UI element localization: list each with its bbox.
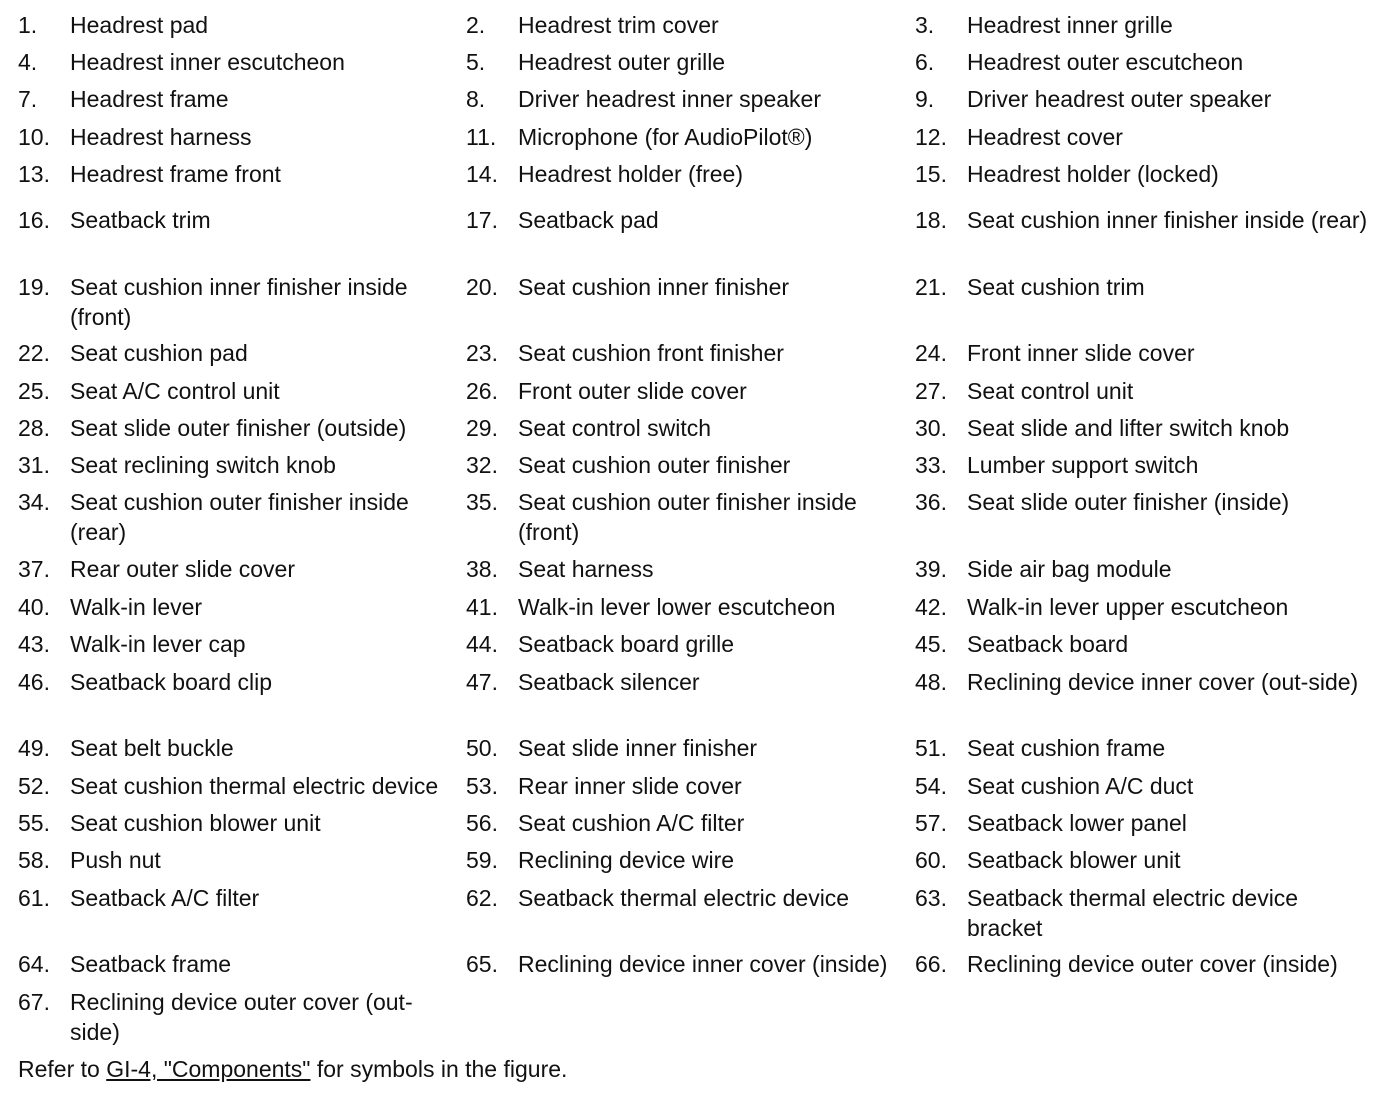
part-label: Seat cushion frame [967, 735, 1166, 761]
part-label: Headrest holder (free) [518, 161, 743, 187]
part-number: 20. [466, 274, 498, 300]
part-number: 55. [18, 810, 50, 836]
part-number: 28. [18, 415, 50, 441]
part-number: 60. [915, 847, 947, 873]
part-number: 45. [915, 631, 947, 657]
part-label: Seatback blower unit [967, 847, 1181, 873]
part-label: Microphone (for AudioPilot®) [518, 124, 813, 150]
part-number: 21. [915, 274, 947, 300]
part-number: 6. [915, 49, 935, 75]
part-number: 15. [915, 161, 947, 187]
reference-prefix: Refer to [18, 1056, 107, 1082]
part-number: 11. [466, 124, 497, 150]
part-number: 51. [915, 735, 947, 761]
part-number: 35. [466, 489, 498, 515]
part-label: Side air bag module [967, 556, 1172, 582]
part-label: Seatback A/C filter [70, 885, 260, 911]
part-number: 22. [18, 340, 50, 366]
part-label: Seat cushion inner finisher inside (rear) [967, 207, 1368, 233]
part-label: Headrest inner escutcheon [70, 49, 345, 75]
part-number: 27. [915, 378, 947, 404]
part-number: 41. [466, 594, 498, 620]
part-label: Seatback pad [518, 207, 659, 233]
part-label: Headrest frame front [70, 161, 281, 187]
part-number: 31. [18, 452, 50, 478]
part-number: 44. [466, 631, 498, 657]
part-number: 56. [466, 810, 498, 836]
part-label: Seatback thermal electric device [518, 885, 850, 911]
part-number: 24. [915, 340, 947, 366]
part-number: 64. [18, 951, 50, 977]
part-number: 38. [466, 556, 498, 582]
part-label: Seat cushion outer finisher [518, 452, 791, 478]
part-label: Seatback board [967, 631, 1129, 657]
part-label: Push nut [70, 847, 161, 873]
part-number: 63. [915, 885, 947, 911]
part-number: 10. [18, 124, 50, 150]
part-label: Seat control unit [967, 378, 1134, 404]
part-label: Headrest cover [967, 124, 1123, 150]
part-number: 13. [18, 161, 50, 187]
part-label: Seat harness [518, 556, 654, 582]
part-number: 40. [18, 594, 50, 620]
part-label: Seat cushion trim [967, 274, 1145, 300]
part-label: Seat slide outer finisher (inside) [967, 489, 1290, 515]
part-label: Seatback trim [70, 207, 211, 233]
part-label: Seat cushion pad [70, 340, 248, 366]
part-label: Headrest trim cover [518, 12, 719, 38]
part-label: Reclining device outer cover (out-side) [70, 989, 413, 1045]
part-number: 12. [915, 124, 947, 150]
part-label: Seat belt buckle [70, 735, 234, 761]
part-label: Walk-in lever cap [70, 631, 246, 657]
part-label: Reclining device outer cover (inside) [967, 951, 1338, 977]
part-number: 16. [18, 207, 50, 233]
part-label: Seat A/C control unit [70, 378, 280, 404]
part-label: Seat cushion blower unit [70, 810, 321, 836]
part-number: 67. [18, 989, 50, 1015]
components-reference-link[interactable]: GI-4, "Components" [106, 1056, 311, 1082]
part-label: Walk-in lever lower escutcheon [518, 594, 836, 620]
part-label: Seat cushion front finisher [518, 340, 784, 366]
part-number: 47. [466, 669, 498, 695]
part-number: 43. [18, 631, 50, 657]
part-number: 23. [466, 340, 498, 366]
part-label: Seat control switch [518, 415, 712, 441]
part-number: 54. [915, 773, 947, 799]
part-number: 46. [18, 669, 50, 695]
part-number: 53. [466, 773, 498, 799]
part-label: Front inner slide cover [967, 340, 1195, 366]
part-number: 26. [466, 378, 498, 404]
part-label: Driver headrest inner speaker [518, 86, 821, 112]
part-number: 9. [915, 86, 935, 112]
part-number: 18. [915, 207, 947, 233]
part-label: Driver headrest outer speaker [967, 86, 1272, 112]
part-label: Headrest frame [70, 86, 229, 112]
part-label: Seatback silencer [518, 669, 700, 695]
part-label: Seat reclining switch knob [70, 452, 336, 478]
part-number: 57. [915, 810, 947, 836]
part-label: Lumber support switch [967, 452, 1199, 478]
part-number: 29. [466, 415, 498, 441]
part-number: 34. [18, 489, 50, 515]
part-number: 7. [18, 86, 38, 112]
part-number: 2. [466, 12, 486, 38]
part-number: 39. [915, 556, 947, 582]
part-label: Walk-in lever upper escutcheon [967, 594, 1289, 620]
part-number: 1. [18, 12, 38, 38]
part-label: Seat slide inner finisher [518, 735, 758, 761]
part-number: 52. [18, 773, 50, 799]
reference-suffix: for symbols in the figure. [310, 1056, 568, 1082]
part-number: 33. [915, 452, 947, 478]
part-number: 3. [915, 12, 935, 38]
part-label: Seat cushion inner finisher [518, 274, 790, 300]
part-label: Seat slide outer finisher (outside) [70, 415, 407, 441]
part-number: 61. [18, 885, 50, 911]
part-number: 59. [466, 847, 498, 873]
part-label: Headrest outer grille [518, 49, 726, 75]
part-number: 65. [466, 951, 498, 977]
part-number: 14. [466, 161, 498, 187]
part-label: Seatback board clip [70, 669, 273, 695]
part-label: Reclining device inner cover (out-side) [967, 669, 1359, 695]
part-label: Seatback thermal electric device bracket [967, 885, 1299, 941]
part-number: 42. [915, 594, 947, 620]
part-label: Seat cushion thermal electric device [70, 773, 439, 799]
part-number: 19. [18, 274, 50, 300]
part-number: 49. [18, 735, 50, 761]
part-label: Seat cushion inner finisher inside (front) [70, 274, 408, 330]
part-label: Seat slide and lifter switch knob [967, 415, 1290, 441]
part-number: 36. [915, 489, 947, 515]
part-label: Seat cushion A/C duct [967, 773, 1194, 799]
part-label: Seatback lower panel [967, 810, 1187, 836]
part-number: 32. [466, 452, 498, 478]
part-label: Seatback board grille [518, 631, 735, 657]
part-label: Seat cushion outer finisher inside (front) [518, 489, 857, 545]
part-number: 8. [466, 86, 486, 112]
part-number: 5. [466, 49, 486, 75]
part-label: Headrest harness [70, 124, 252, 150]
part-label: Headrest pad [70, 12, 209, 38]
part-number: 30. [915, 415, 947, 441]
part-number: 48. [915, 669, 947, 695]
part-number: 17. [466, 207, 498, 233]
part-number: 4. [18, 49, 38, 75]
part-label: Headrest inner grille [967, 12, 1173, 38]
part-label: Rear inner slide cover [518, 773, 742, 799]
part-label: Reclining device wire [518, 847, 735, 873]
part-number: 62. [466, 885, 498, 911]
part-number: 66. [915, 951, 947, 977]
part-label: Headrest outer escutcheon [967, 49, 1244, 75]
part-label: Seat cushion A/C filter [518, 810, 745, 836]
part-label: Seatback frame [70, 951, 232, 977]
part-label: Front outer slide cover [518, 378, 747, 404]
part-label: Rear outer slide cover [70, 556, 295, 582]
part-number: 58. [18, 847, 50, 873]
part-label: Walk-in lever [70, 594, 203, 620]
part-label: Headrest holder (locked) [967, 161, 1219, 187]
part-number: 50. [466, 735, 498, 761]
part-label: Reclining device inner cover (inside) [518, 951, 888, 977]
reference-note [18, 1054, 567, 1084]
part-number: 37. [18, 556, 50, 582]
part-label: Seat cushion outer finisher inside (rear) [70, 489, 409, 545]
part-number: 25. [18, 378, 50, 404]
